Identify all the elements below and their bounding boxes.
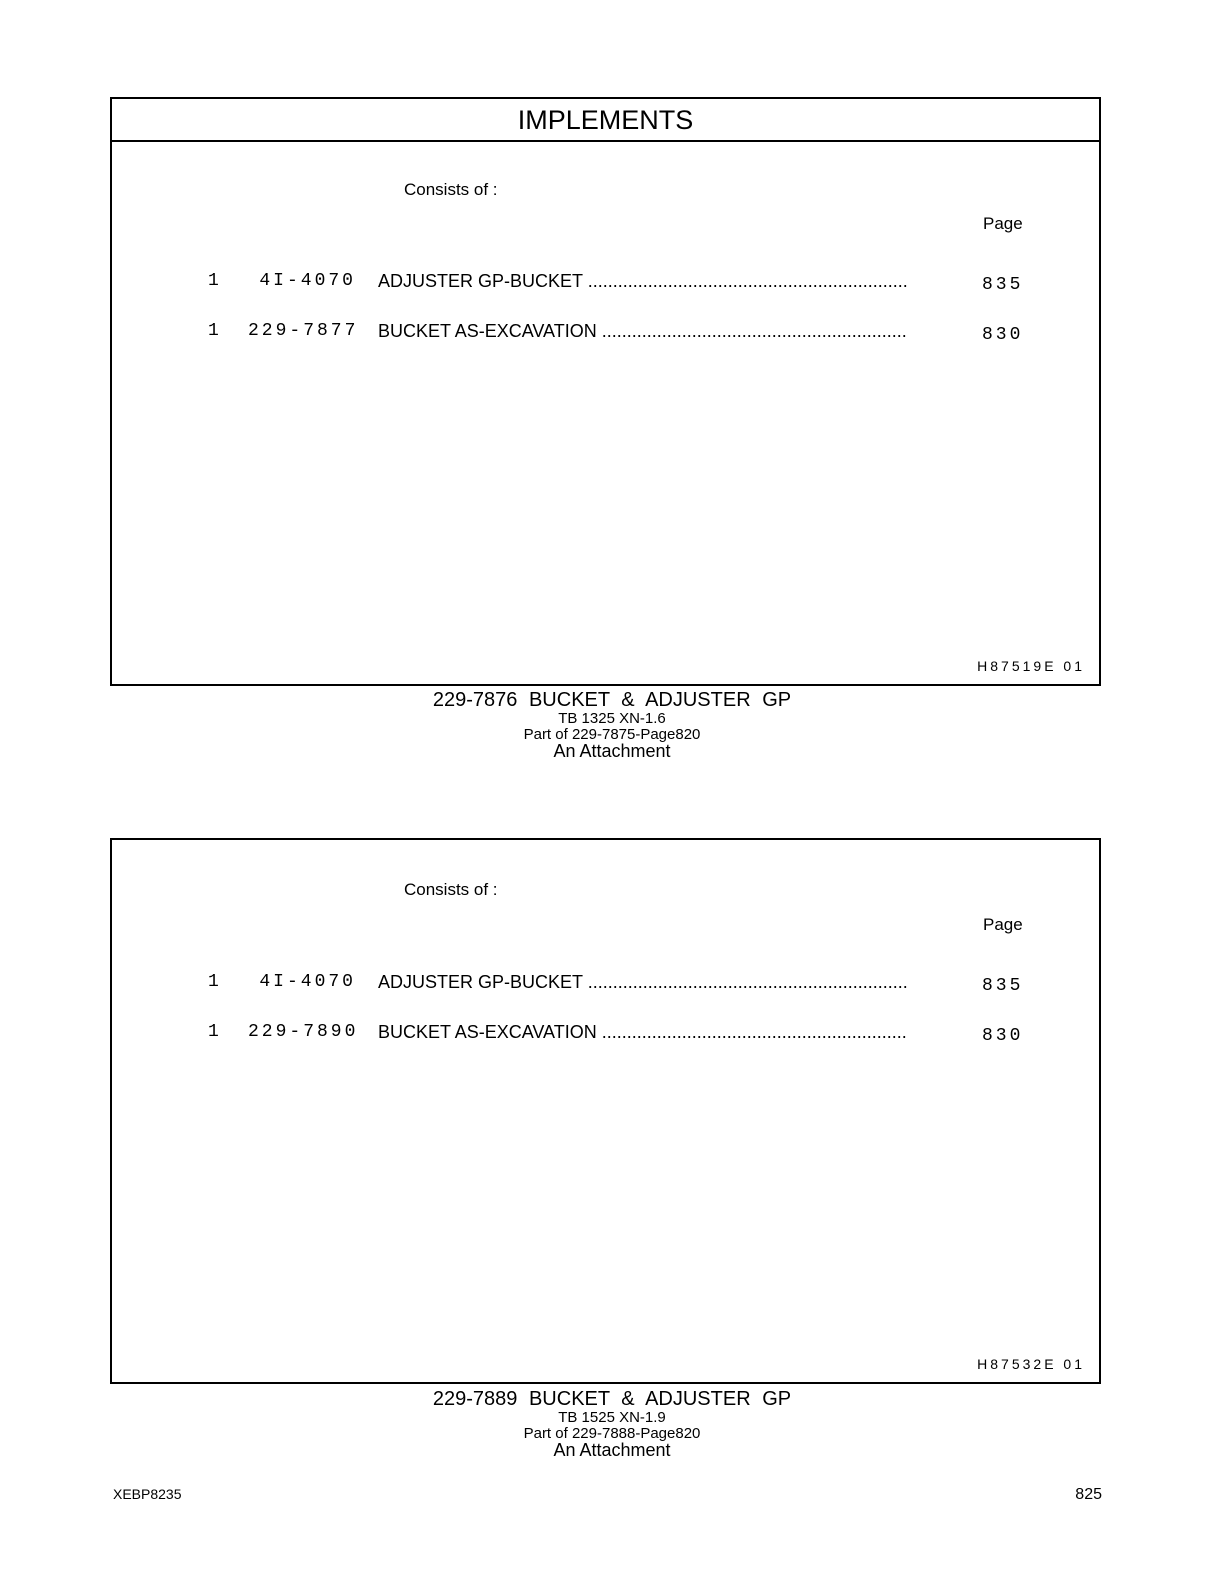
item-part-number: 4I-4070 xyxy=(259,972,356,992)
parts-list-row xyxy=(112,321,1099,347)
item-quantity: 1 xyxy=(208,271,219,291)
item-quantity: 1 xyxy=(208,972,219,992)
group-caption xyxy=(0,689,1224,760)
caption-serial-line: TB 1525 XN-1.9 xyxy=(558,1409,666,1426)
document-id: XEBP8235 xyxy=(113,1486,182,1502)
page-column-header: Page xyxy=(983,915,1023,934)
caption-title: 229-7889 BUCKET & ADJUSTER GP xyxy=(432,1388,792,1410)
caption-title: 229-7876 BUCKET & ADJUSTER GP xyxy=(432,689,792,711)
caption-serial-line: TB 1325 XN-1.6 xyxy=(558,710,666,727)
panel-body xyxy=(112,840,1099,1382)
panel-body xyxy=(112,142,1099,684)
item-description: BUCKET AS-EXCAVATION ..... xyxy=(378,321,908,342)
item-quantity: 1 xyxy=(208,1022,219,1042)
item-description: BUCKET AS-EXCAVATION ..... xyxy=(378,1022,908,1043)
item-page-reference: 830 xyxy=(982,325,1024,345)
item-page-reference: 830 xyxy=(982,1026,1024,1046)
parts-group-panel xyxy=(110,97,1101,686)
illustration-id: H87519E 01 xyxy=(977,658,1085,674)
caption-part-of: Part of 229-7888-Page820 xyxy=(523,1425,701,1442)
consists-of-label: Consists of : xyxy=(404,180,498,199)
item-part-number: 4I-4070 xyxy=(259,271,356,291)
item-page-reference: 835 xyxy=(982,976,1024,996)
item-quantity: 1 xyxy=(208,321,219,341)
caption-attachment: An Attachment xyxy=(553,741,671,761)
parts-group-panel xyxy=(110,838,1101,1384)
item-description: ADJUSTER GP-BUCKET ..... xyxy=(378,271,908,292)
parts-list-row xyxy=(112,271,1099,297)
parts-list-row xyxy=(112,1022,1099,1048)
group-caption xyxy=(0,1388,1224,1459)
caption-part-of: Part of 229-7875-Page820 xyxy=(523,726,701,743)
item-description: ADJUSTER GP-BUCKET ..... xyxy=(378,972,908,993)
section-title: IMPLEMENTS xyxy=(112,99,1099,142)
illustration-id: H87532E 01 xyxy=(977,1356,1085,1372)
consists-of-label: Consists of : xyxy=(404,880,498,899)
page-column-header: Page xyxy=(983,214,1023,233)
caption-attachment: An Attachment xyxy=(553,1440,671,1460)
item-part-number: 229-7890 xyxy=(248,1022,359,1042)
item-part-number: 229-7877 xyxy=(248,321,359,341)
parts-list-row xyxy=(112,972,1099,998)
item-page-reference: 835 xyxy=(982,275,1024,295)
page-number: 825 xyxy=(1075,1486,1102,1503)
